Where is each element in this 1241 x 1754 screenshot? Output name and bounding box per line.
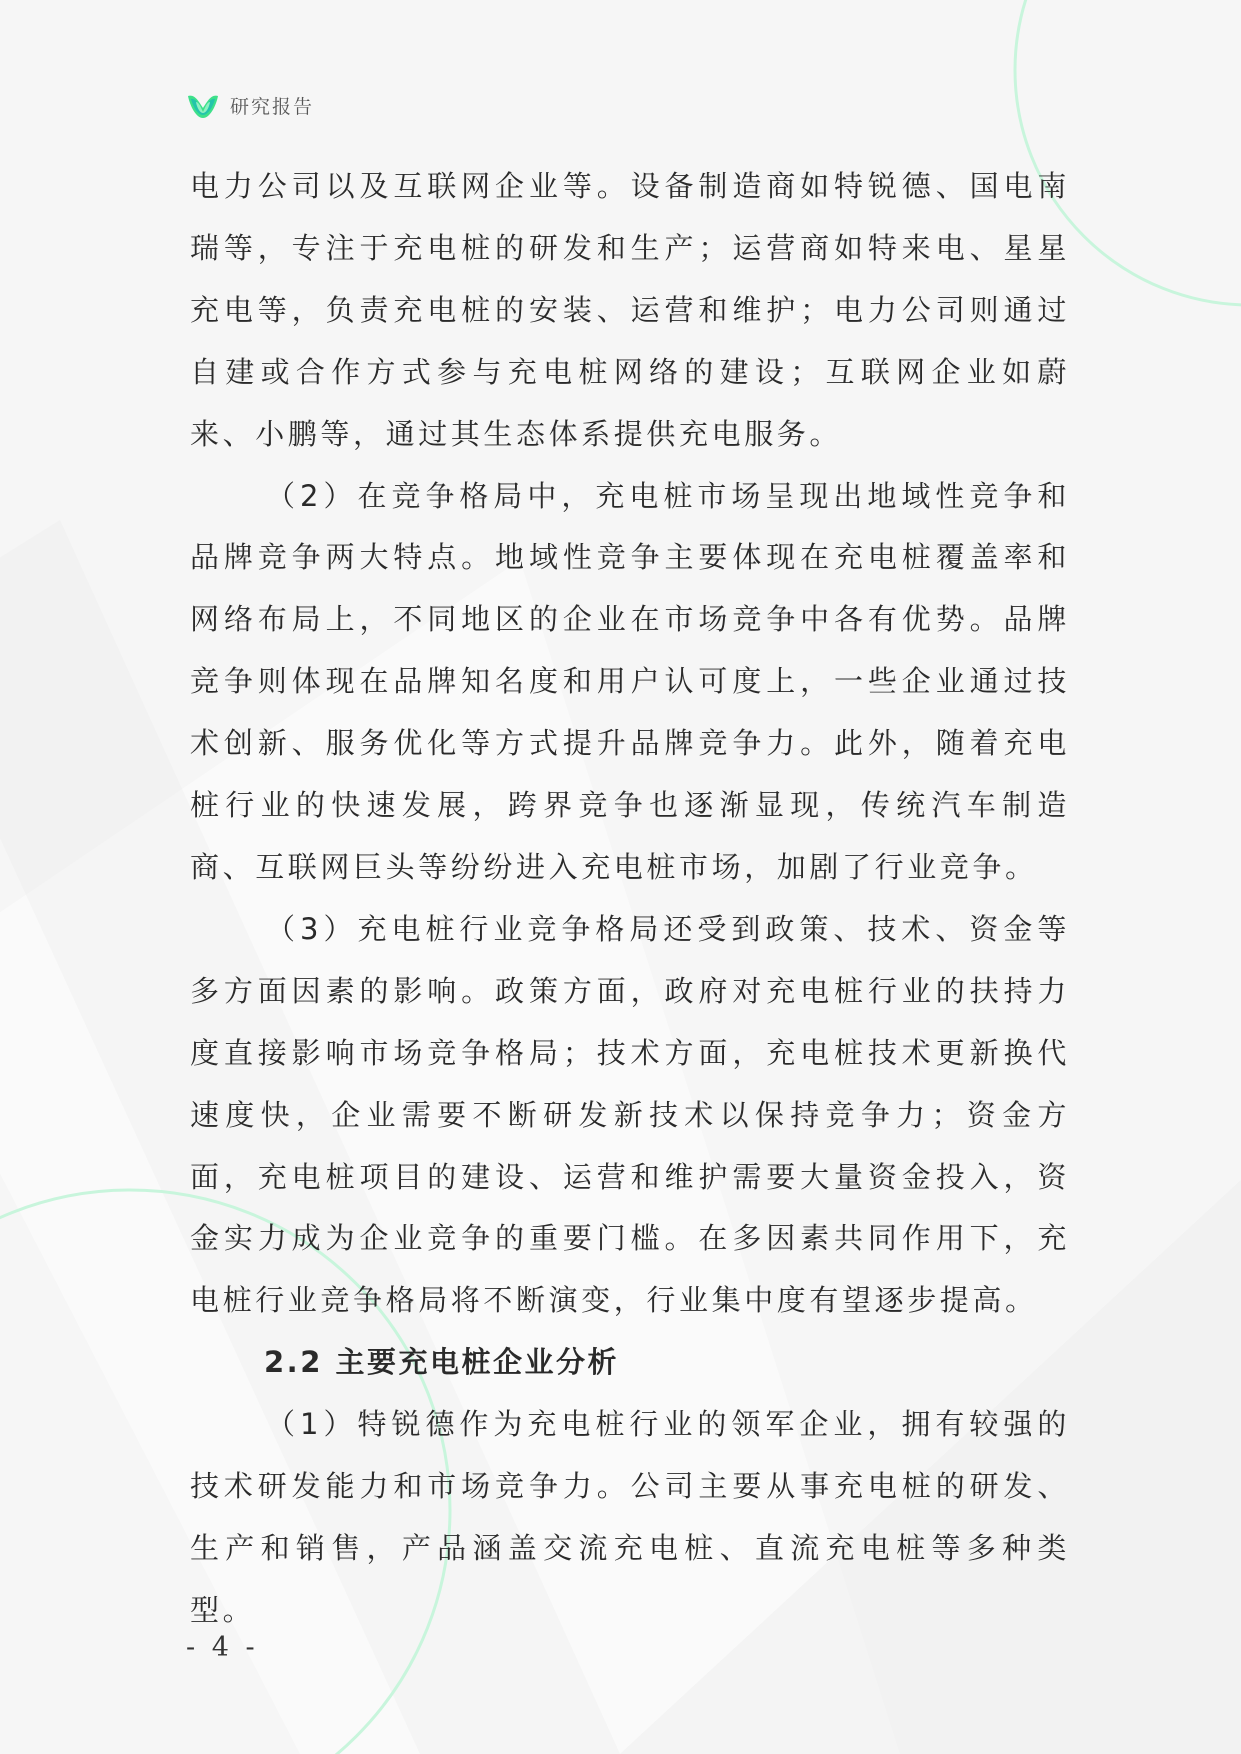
paragraph: （1）特锐德作为充电桩行业的领军企业，拥有较强的技术研发能力和市场竞争力。公司主要从事充电桩的研发、生产和销售，产品涵盖交流充电桩、直流充电桩等多种类型。 xyxy=(190,1407,1070,1627)
paragraph: （3）充电桩行业竞争格局还受到政策、技术、资金等多方面因素的影响。政策方面，政府对充电桩行业的扶持力度直接影响市场竞争格局；技术方面，充电桩技术更新换代速度快，企业需要不断研发新技术以保持竞争力；资金方面，充电桩项目的建设、运营和维护需要大量资金投入，资金实力成为企业竞争的重要门槛。在多因素共同作用下，充电桩行业竞争格局将不断演变，行业集中度有望逐步提高。 xyxy=(190,911,1070,1318)
paragraph: 电力公司以及互联网企业等。设备制造商如特锐德、国电南瑞等，专注于充电桩的研发和生产；运营商如特来电、星星充电等，负责充电桩的安装、运营和维护；电力公司则通过自建或合作方式参与充电桩网络的建设；互联网企业如蔚来、小鹏等，通过其生态体系提供充电服务。 xyxy=(190,169,1070,451)
body-text xyxy=(190,156,1070,1642)
header-title: 研究报告 xyxy=(230,95,315,118)
brand-logo-icon xyxy=(186,88,220,122)
section-heading: 2.2 主要充电桩企业分析 xyxy=(264,1345,619,1380)
page-number: - 4 - xyxy=(186,1632,259,1663)
paragraph: （2）在竞争格局中，充电桩市场呈现出地域性竞争和品牌竞争两大特点。地域性竞争主要体现在充电桩覆盖率和网络布局上，不同地区的企业在市场竞争中各有优势。品牌竞争则体现在品牌知名度和用户认可度上，一些企业通过技术创新、服务优化等方式提升品牌竞争力。此外，随着充电桩行业的快速发展，跨界竞争也逐渐显现，传统汽车制造商、互联网巨头等纷纷进入充电桩市场，加剧了行业竞争。 xyxy=(190,478,1070,884)
report-header xyxy=(186,88,314,122)
